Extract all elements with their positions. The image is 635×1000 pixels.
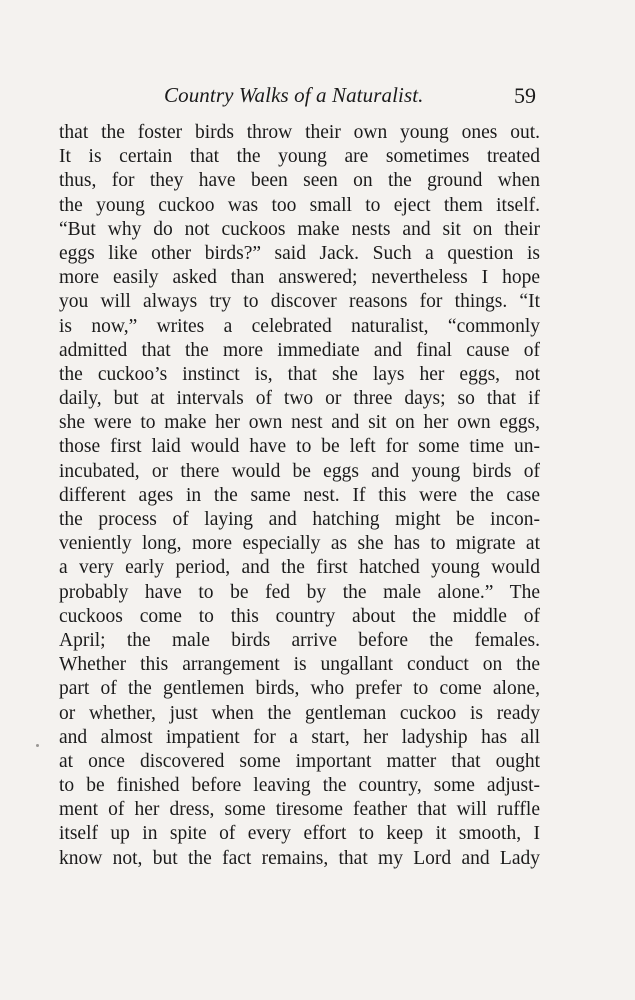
- text-line: to be finished before leaving the country, some adjust-: [59, 775, 540, 797]
- page-header: [0, 83, 635, 113]
- text-line: the young cuckoo was too small to eject them itself.: [59, 194, 540, 216]
- text-line: It is certain that the young are sometimes treated: [59, 146, 540, 168]
- text-line: is now,” writes a celebrated naturalist, “commonly: [59, 315, 540, 337]
- text-line: thus, for they have been seen on the ground when: [59, 170, 540, 192]
- text-line: cuckoos come to this country about the middle of: [59, 605, 540, 627]
- text-line: itself up in spite of every effort to keep it smooth, I: [59, 823, 540, 845]
- page-number: 59: [514, 83, 536, 108]
- text-line: a very early period, and the first hatched young would: [59, 557, 540, 579]
- text-line: more easily asked than answered; nevertheless I hope: [59, 267, 540, 289]
- text-line: part of the gentlemen birds, who prefer to come alone,: [59, 678, 540, 700]
- text-line: “But why do not cuckoos make nests and sit on their: [59, 218, 540, 240]
- text-line: you will always try to discover reasons for things. “It: [59, 291, 540, 313]
- text-line: the cuckoo’s instinct is, that she lays her eggs, not: [59, 363, 540, 385]
- paper-speck: [36, 744, 39, 747]
- text-line: know not, but the fact remains, that my Lord and Lady: [59, 847, 540, 869]
- text-line: incubated, or there would be eggs and young birds of: [59, 460, 540, 482]
- text-line: daily, but at intervals of two or three days; so that if: [59, 388, 540, 410]
- text-line: probably have to be fed by the male alone.” The: [59, 581, 540, 603]
- text-line: those first laid would have to be left for some time un-: [59, 436, 540, 458]
- text-line: and almost impatient for a start, her ladyship has all: [59, 726, 540, 748]
- running-title: Country Walks of a Naturalist.: [164, 83, 424, 107]
- text-line: different ages in the same nest. If this were the case: [59, 484, 540, 506]
- text-line: at once discovered some important matter that ought: [59, 750, 540, 772]
- text-line: veniently long, more especially as she has to migrate at: [59, 533, 540, 555]
- text-line: the process of laying and hatching might be incon-: [59, 509, 540, 530]
- text-line: admitted that the more immediate and final cause of: [59, 339, 540, 361]
- text-line: she were to make her own nest and sit on her own eggs,: [59, 412, 540, 434]
- text-line: Whether this arrangement is ungallant conduct on the: [59, 654, 540, 676]
- text-line: that the foster birds throw their own young ones out.: [59, 122, 540, 143]
- text-line: ment of her dress, some tiresome feather that will ruffle: [59, 799, 540, 821]
- body-text: [59, 121, 540, 871]
- text-line: April; the male birds arrive before the females.: [59, 629, 540, 651]
- text-line: or whether, just when the gentleman cuckoo is ready: [59, 702, 540, 724]
- text-line: eggs like other birds?” said Jack. Such a question is: [59, 242, 540, 264]
